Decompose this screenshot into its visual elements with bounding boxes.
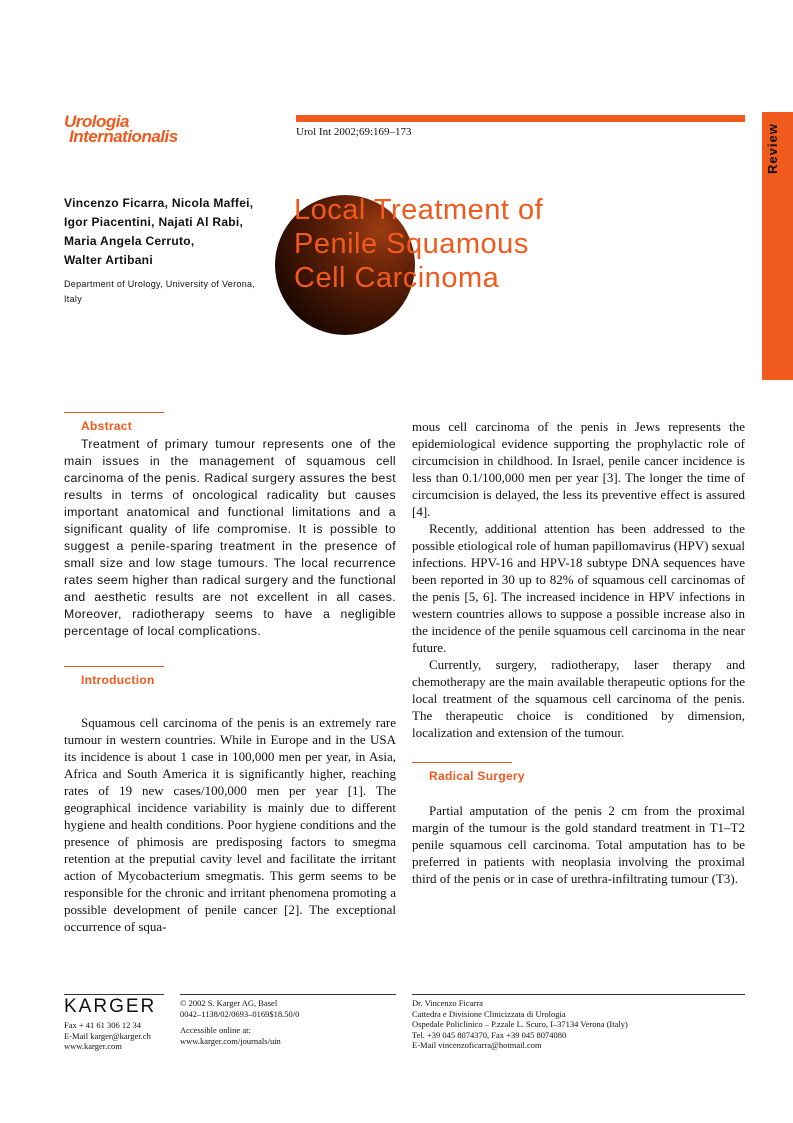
title-line: Cell Carcinoma	[294, 262, 500, 294]
radical-surgery-heading: Radical Surgery	[429, 769, 525, 783]
section-rule	[412, 762, 512, 763]
footer-rule	[64, 994, 164, 995]
copyright-block	[180, 998, 400, 1046]
title-line: Penile Squamous	[294, 228, 529, 260]
copyright: © 2002 S. Karger AG, Basel	[180, 998, 278, 1008]
section-rule	[64, 666, 164, 667]
body-paragraph: Recently, additional attention has been addressed to the possible etiological role of human papillomavirus (HPV) sexual infections. HPV-16 and HPV-18 subtype DNA sequences have been reported in 30 up to 82% of squamous cell carcinomas of the penis [5, 6]. The increased incidence in HPV infections in western countries allows to suppose a possible increase also in the incidence of the penile squamous cell carcinoma in the near future.	[412, 521, 745, 655]
journal-logo-line1: Urologia	[64, 112, 129, 131]
footer-rule	[412, 994, 745, 995]
left-column	[64, 412, 396, 935]
section-rule	[64, 412, 164, 413]
publisher-email[interactable]: E-Mail karger@karger.ch	[64, 1030, 151, 1041]
publisher-website[interactable]: www.karger.com	[64, 1041, 122, 1051]
affiliation: Department of Urology, University of Verona, Italy	[64, 279, 256, 304]
body-paragraph: mous cell carcinoma of the penis in Jews represents the epidemiological evidence supporting the prophylactic role of circumcision in childhood. In Israel, penile cancer incidence is less than 0.1/100,000 men per year [3]. The longer the time of circumcision is delayed, the less its preventive effect is assured [4].	[412, 419, 745, 519]
journal-url[interactable]: www.karger.com/journals/uin	[180, 1035, 281, 1046]
correspondence-line: Ospedale Policlinico – P.zzale L. Scuro, I–37134 Verona (Italy)	[412, 1019, 628, 1029]
correspondence-block	[412, 998, 745, 1051]
author-line: Igor Piacentini, Najati Al Rabi,	[64, 215, 244, 229]
article-title	[294, 193, 614, 295]
accessible-label: Accessible online at:	[180, 1025, 251, 1035]
introduction-heading: Introduction	[81, 673, 155, 687]
author-line: Maria Angela Cerruto,	[64, 234, 195, 248]
publisher-contact	[64, 1020, 174, 1052]
correspondence-email[interactable]: E-Mail vincenzoficarra@hotmail.com	[412, 1040, 542, 1050]
abstract-heading: Abstract	[81, 419, 133, 433]
correspondence-line: Tel. +39 045 8074370, Fax +39 045 8074080	[412, 1029, 567, 1040]
journal-logo-line2: Internationalis	[69, 127, 178, 146]
header-accent-bar	[296, 115, 745, 122]
correspondence-line: Cattedra e Divisione Clinicizzata di Urologia	[412, 1008, 566, 1019]
section-tab	[762, 112, 793, 380]
journal-logo	[64, 114, 178, 144]
title-line: Local Treatment of	[294, 194, 544, 226]
right-column	[412, 418, 745, 887]
publisher-logo: KARGER	[64, 996, 157, 1017]
author-list	[64, 194, 284, 270]
abstract-text: Treatment of primary tumour represents one of the main issues in the management of squamous cell carcinoma of the penis. Radical surgery assures the best results in terms of oncological radicality but causes important anatomical and functional limitations and a significant quality of life compromise. It is possible to suggest a penile-sparing treatment in the presence of small size and low stage tumours. The local recurrence rates seem higher than radical surgery and the functional and aesthetic results are not excellent in all cases. Moreover, radiotherapy seems to have a negligible percentage of local complications.	[64, 437, 396, 638]
issn: 0042–1138/02/0693–0169$18.50/0	[180, 1008, 300, 1019]
publisher-fax: Fax + 41 61 306 12 34	[64, 1020, 142, 1030]
footer-rule	[180, 994, 396, 995]
body-paragraph: Partial amputation of the penis 2 cm from the proximal margin of the tumour is the gold standard treatment in T1–T2 penile squamous cell carcinoma. Total amputation has to be preferred in patients with neoplasia involving the proximal third of the penis or in case of urethra-infiltrating tumour (T3).	[412, 803, 745, 886]
correspondence-line: Dr. Vincenzo Ficarra	[412, 998, 483, 1008]
author-line: Walter Artibani	[64, 253, 153, 267]
citation: Urol Int 2002;69:169–173	[296, 126, 412, 138]
body-paragraph: Currently, surgery, radiotherapy, laser therapy and chemotherapy are the main available therapeutic options for the local treatment of the squamous cell carcinoma of the penis. The therapeutic choice is conditioned by dimension, localization and extension of the tumour.	[412, 657, 745, 740]
introduction-paragraph: Squamous cell carcinoma of the penis is an extremely rare tumour in western countries. While in Europe and in the USA its incidence is about 1 case in 100,000 men per year, in Asia, Africa and South America it is significantly higher, reaching rates of 19 new cases/100,000 men per year [1]. The geographical incidence variability is mainly due to different hygiene and health conditions. Poor hygiene conditions and the presence of phimosis are predisposing factors to smegma retention at the preputial cavity level and facilitate the irritant action of Mycobacterium smegmatis. This germ seems to be responsible for the chronic and irritant phenomena promoting a possible development of penile cancer [2]. The exceptional occurrence of squa-	[64, 715, 396, 934]
author-line: Vincenzo Ficarra, Nicola Maffei,	[64, 196, 254, 210]
section-label: Review	[765, 123, 780, 174]
